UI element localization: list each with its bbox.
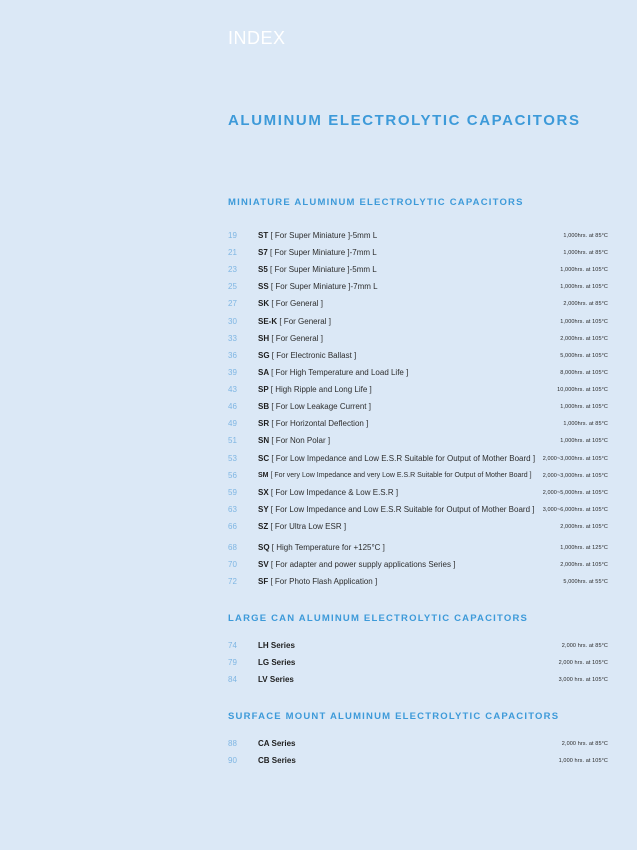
miniature-section-title: MINIATURE ALUMINUM ELECTROLYTIC CAPACITORS [228,197,524,208]
list-item [228,383,608,397]
series-description: [ For High Temperature and Load Life ] [271,368,409,377]
load-life: 1,000hrs. at 105°C [560,319,608,325]
load-life: 5,000hrs. at 105°C [560,353,608,359]
series-code-label: SH [258,334,270,343]
series-code [258,366,408,380]
series-description: [ For Super Miniature ]-5mm L [270,265,377,274]
load-life: 1,000hrs. at 105°C [560,438,608,444]
load-life: 2,000hrs. at 105°C [560,524,608,530]
list-item [228,315,608,329]
series-code-label: SN [258,436,270,445]
series-description: [ For Super Miniature ]-7mm L [270,282,378,291]
list-item [228,639,608,653]
series-code [258,434,330,448]
series-code-label: CB Series [258,756,296,765]
load-life: 1,000hrs. at 105°C [560,267,608,273]
list-item [228,229,608,243]
load-life: 1,000 hrs. at 105°C [558,758,608,764]
series-code [258,503,534,517]
list-item [228,452,608,466]
page-number: 49 [228,419,237,428]
list-item [228,503,608,517]
page-number: 56 [228,471,237,480]
load-life: 3,000~6,000hrs. at 105°C [542,507,608,513]
load-life: 10,000hrs. at 105°C [557,387,608,393]
list-item [228,417,608,431]
series-description: [ For Non Polar ] [271,436,331,445]
series-code-label: SS [258,282,269,291]
list-item [228,434,608,448]
list-item [228,520,608,534]
load-life: 2,000hrs. at 105°C [560,336,608,342]
list-item [228,280,608,294]
load-life: 3,000 hrs. at 105°C [558,677,608,683]
list-item [228,400,608,414]
series-code-label: SY [258,505,269,514]
page-number: 36 [228,351,237,360]
load-life: 2,000~5,000hrs. at 105°C [542,490,608,496]
series-code [258,297,323,311]
series-code-label: SM [258,472,269,479]
page-number: 84 [228,675,237,684]
surface-mount-section [228,711,608,781]
page-number: 23 [228,265,237,274]
series-description: [ For Electronic Ballast ] [271,351,357,360]
load-life: 5,000hrs. at 55°C [563,579,608,585]
series-description: [ For General ] [279,317,331,326]
list-item [228,349,608,363]
series-description: [ For Super Miniature ]-5mm L [270,231,378,240]
list-item [228,673,608,687]
series-description: [ For Low Impedance and Low E.S.R Suitable for Output of Mother Board ] [270,505,535,514]
series-code [258,246,377,260]
series-code-label: SF [258,577,269,586]
list-item [228,332,608,346]
series-description: [ For General ] [271,334,323,343]
series-code [258,349,356,363]
page-number: 68 [228,543,237,552]
list-item [228,656,608,670]
series-description: [ High Ripple and Long Life ] [270,385,372,394]
series-code-label: SX [258,488,269,497]
list-item [228,737,608,751]
series-code-label: SG [258,351,270,360]
load-life: 2,000~3,000hrs. at 105°C [542,473,608,479]
series-code [258,541,385,555]
series-code [258,383,372,397]
page-number: 79 [228,658,237,667]
page-number: 90 [228,756,237,765]
page-number: 43 [228,385,237,394]
list-item [228,754,608,768]
series-code-label: SK [258,299,270,308]
page-number: 46 [228,402,237,411]
page-number: 25 [228,282,237,291]
list-item [228,486,608,500]
list-item [228,469,608,483]
series-code [258,575,377,589]
series-code [258,332,323,346]
load-life: 2,000 hrs. at 105°C [558,660,608,666]
series-code [258,754,296,768]
series-code [258,229,377,243]
page-title: ALUMINUM ELECTROLYTIC CAPACITORS [228,112,581,129]
series-code [258,400,371,414]
series-description: [ For General ] [271,299,323,308]
series-code-label: S7 [258,248,268,257]
list-item [228,575,608,589]
series-code [258,469,532,483]
page-number: 70 [228,560,237,569]
list-item [228,558,608,572]
miniature-section [228,197,608,597]
load-life: 2,000hrs. at 105°C [560,562,608,568]
series-code-label: SZ [258,522,269,531]
series-code [258,737,296,751]
load-life: 1,000hrs. at 85°C [563,250,608,256]
load-life: 8,000hrs. at 105°C [560,370,608,376]
series-code-label: SR [258,419,270,428]
series-code-label: SE-K [258,317,278,326]
series-code-label: SP [258,385,269,394]
load-life: 1,000hrs. at 105°C [560,284,608,290]
surface-mount-section-title: SURFACE MOUNT ALUMINUM ELECTROLYTIC CAPACITORS [228,711,560,722]
series-code [258,558,455,572]
list-item [228,541,608,555]
series-description: [ For Horizontal Deflection ] [271,419,369,428]
list-item [228,263,608,277]
series-code-label: SC [258,454,270,463]
load-life: 1,000hrs. at 85°C [563,233,608,239]
series-code-label: LV Series [258,675,294,684]
series-code [258,417,368,431]
series-code [258,486,398,500]
load-life: 2,000 hrs. at 85°C [561,643,608,649]
series-code-label: CA Series [258,739,296,748]
page-number: 74 [228,641,237,650]
series-code-label: LG Series [258,658,296,667]
list-item [228,366,608,380]
page-number: 53 [228,454,237,463]
series-code-label: S5 [258,265,268,274]
series-description: [ For Low Impedance and Low E.S.R Suitable for Output of Mother Board ] [271,454,536,463]
load-life: 1,000hrs. at 85°C [563,421,608,427]
series-code [258,315,331,329]
series-description: [ For Ultra Low ESR ] [270,522,347,531]
page-number: 21 [228,248,237,257]
list-item [228,297,608,311]
page-number: 88 [228,739,237,748]
series-code [258,280,378,294]
load-life: 2,000 hrs. at 85°C [561,741,608,747]
load-life: 1,000hrs. at 125°C [560,545,608,551]
large-can-section [228,613,608,703]
page-number: 30 [228,317,237,326]
series-code [258,656,295,670]
series-description: [ High Temperature for +125°C ] [271,543,385,552]
series-code [258,452,535,466]
page-number: 27 [228,299,237,308]
series-code [258,673,294,687]
series-code-label: LH Series [258,641,295,650]
series-description: [ For adapter and power supply applications Series ] [270,560,456,569]
page-number: 33 [228,334,237,343]
page-number: 63 [228,505,237,514]
list-item [228,246,608,260]
load-life: 2,000hrs. at 85°C [563,301,608,307]
series-description: [ For Low Leakage Current ] [271,402,371,411]
series-code [258,639,295,653]
large-can-section-title: LARGE CAN ALUMINUM ELECTROLYTIC CAPACITORS [228,613,529,624]
load-life: 1,000hrs. at 105°C [560,404,608,410]
series-description: [ For Photo Flash Application ] [270,577,378,586]
series-code [258,520,346,534]
page-number: 39 [228,368,237,377]
index-heading: INDEX [228,28,286,48]
page-number: 72 [228,577,237,586]
series-description: [ For Low Impedance & Low E.S.R ] [270,488,399,497]
series-description: [ For very Low Impedance and very Low E.S.R Suitable for Output of Mother Board ] [270,472,532,479]
series-description: [ For Super Miniature ]-7mm L [270,248,377,257]
page-number: 51 [228,436,237,445]
series-code [258,263,377,277]
series-code-label: ST [258,231,269,240]
series-code-label: SB [258,402,270,411]
page-number: 59 [228,488,237,497]
series-code-label: SV [258,560,269,569]
page-number: 66 [228,522,237,531]
page-number: 19 [228,231,237,240]
series-code-label: SA [258,368,269,377]
load-life: 2,000~3,000hrs. at 105°C [542,456,608,462]
series-code-label: SQ [258,543,270,552]
